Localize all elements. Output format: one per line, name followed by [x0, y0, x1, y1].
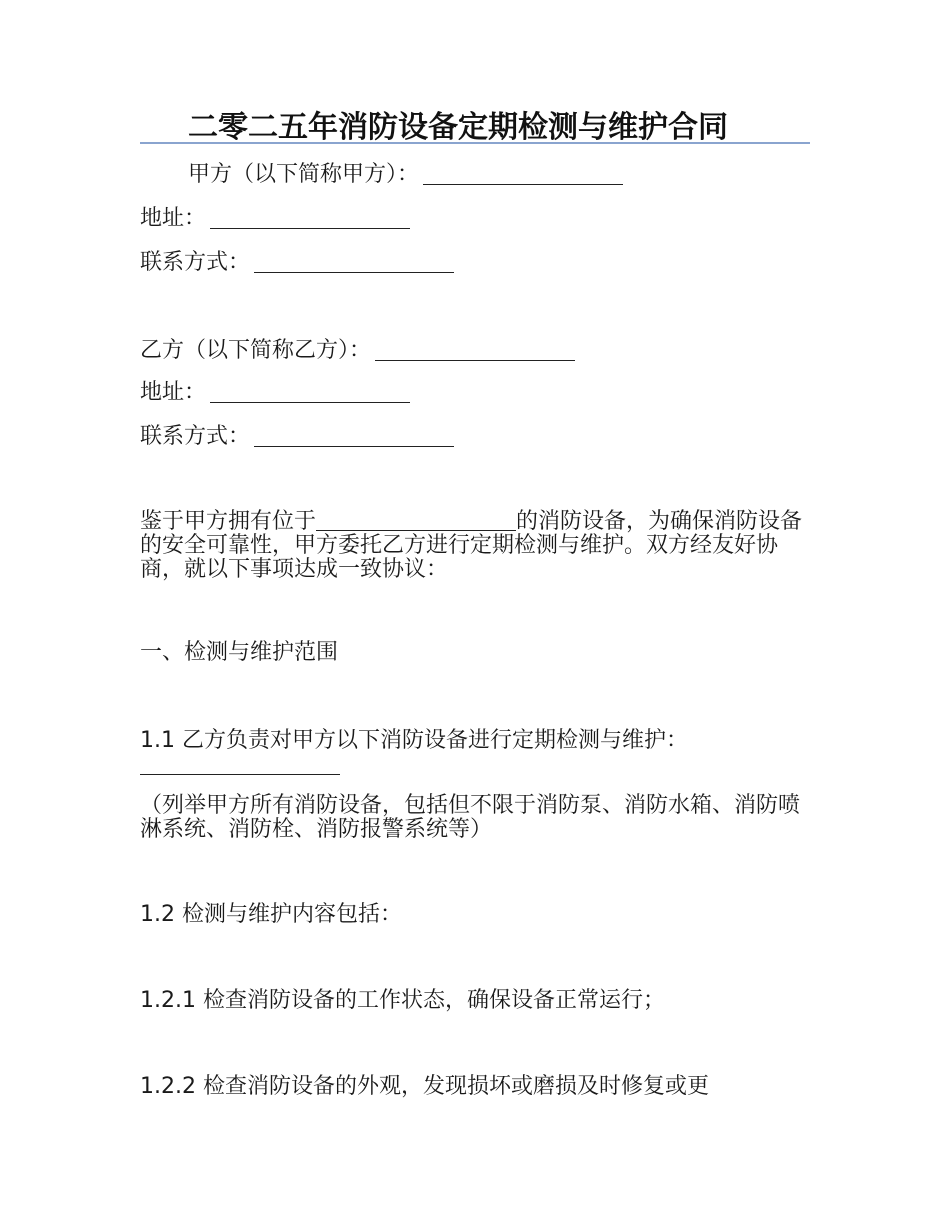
party-a-contact-label: 联系方式：: [140, 250, 251, 275]
party-a-contact-blank: [254, 250, 454, 273]
party-b-name-line: [140, 338, 575, 364]
document-title: 二零二五年消防设备定期检测与维护合同: [188, 110, 728, 145]
title-block: [140, 100, 810, 144]
section-1-heading: 一、检测与维护范围: [140, 640, 339, 665]
party-b-contact-label: 联系方式：: [140, 424, 251, 449]
party-a-name-line: [188, 162, 623, 188]
party-b-name-label: 乙方（以下简称乙方）：: [140, 338, 372, 363]
clause-1-1-blank: [140, 774, 340, 775]
party-a-contact-line: [140, 250, 454, 276]
party-b-address-blank: [210, 380, 410, 403]
preamble-after: 的消防设备，为确保消防设备的安全可靠性，甲方委托乙方进行定期检测与维护。双方经友好协商，就以下事项达成一致协议：: [140, 509, 803, 582]
party-a-name-blank: [423, 162, 623, 185]
party-a-address-label: 地址：: [140, 206, 207, 231]
clause-1-2-2: 1.2.2 检查消防设备的外观，发现损坏或磨损及时修复或更: [140, 1074, 709, 1099]
clause-1-2-1: 1.2.1 检查消防设备的工作状态，确保设备正常运行；: [140, 988, 665, 1013]
party-b-contact-blank: [254, 424, 454, 447]
clause-1-2: 1.2 检测与维护内容包括：: [140, 902, 402, 927]
party-b-address-line: [140, 380, 410, 406]
party-a-name-label: 甲方（以下简称甲方）：: [188, 162, 420, 187]
party-a-address-blank: [210, 206, 410, 229]
clause-1-1: 1.1 乙方负责对甲方以下消防设备进行定期检测与维护：: [140, 728, 688, 753]
clause-1-1-note: （列举甲方所有消防设备，包括但不限于消防泵、消防水箱、消防喷淋系统、消防栓、消防报警系统等）: [140, 793, 801, 842]
party-b-name-blank: [375, 338, 575, 361]
party-b-contact-line: [140, 424, 454, 450]
preamble-paragraph: [140, 510, 810, 582]
preamble-location-blank: [316, 510, 516, 531]
preamble-before: 鉴于甲方拥有位于: [140, 509, 317, 534]
party-b-address-label: 地址：: [140, 380, 207, 405]
party-a-address-line: [140, 206, 410, 232]
